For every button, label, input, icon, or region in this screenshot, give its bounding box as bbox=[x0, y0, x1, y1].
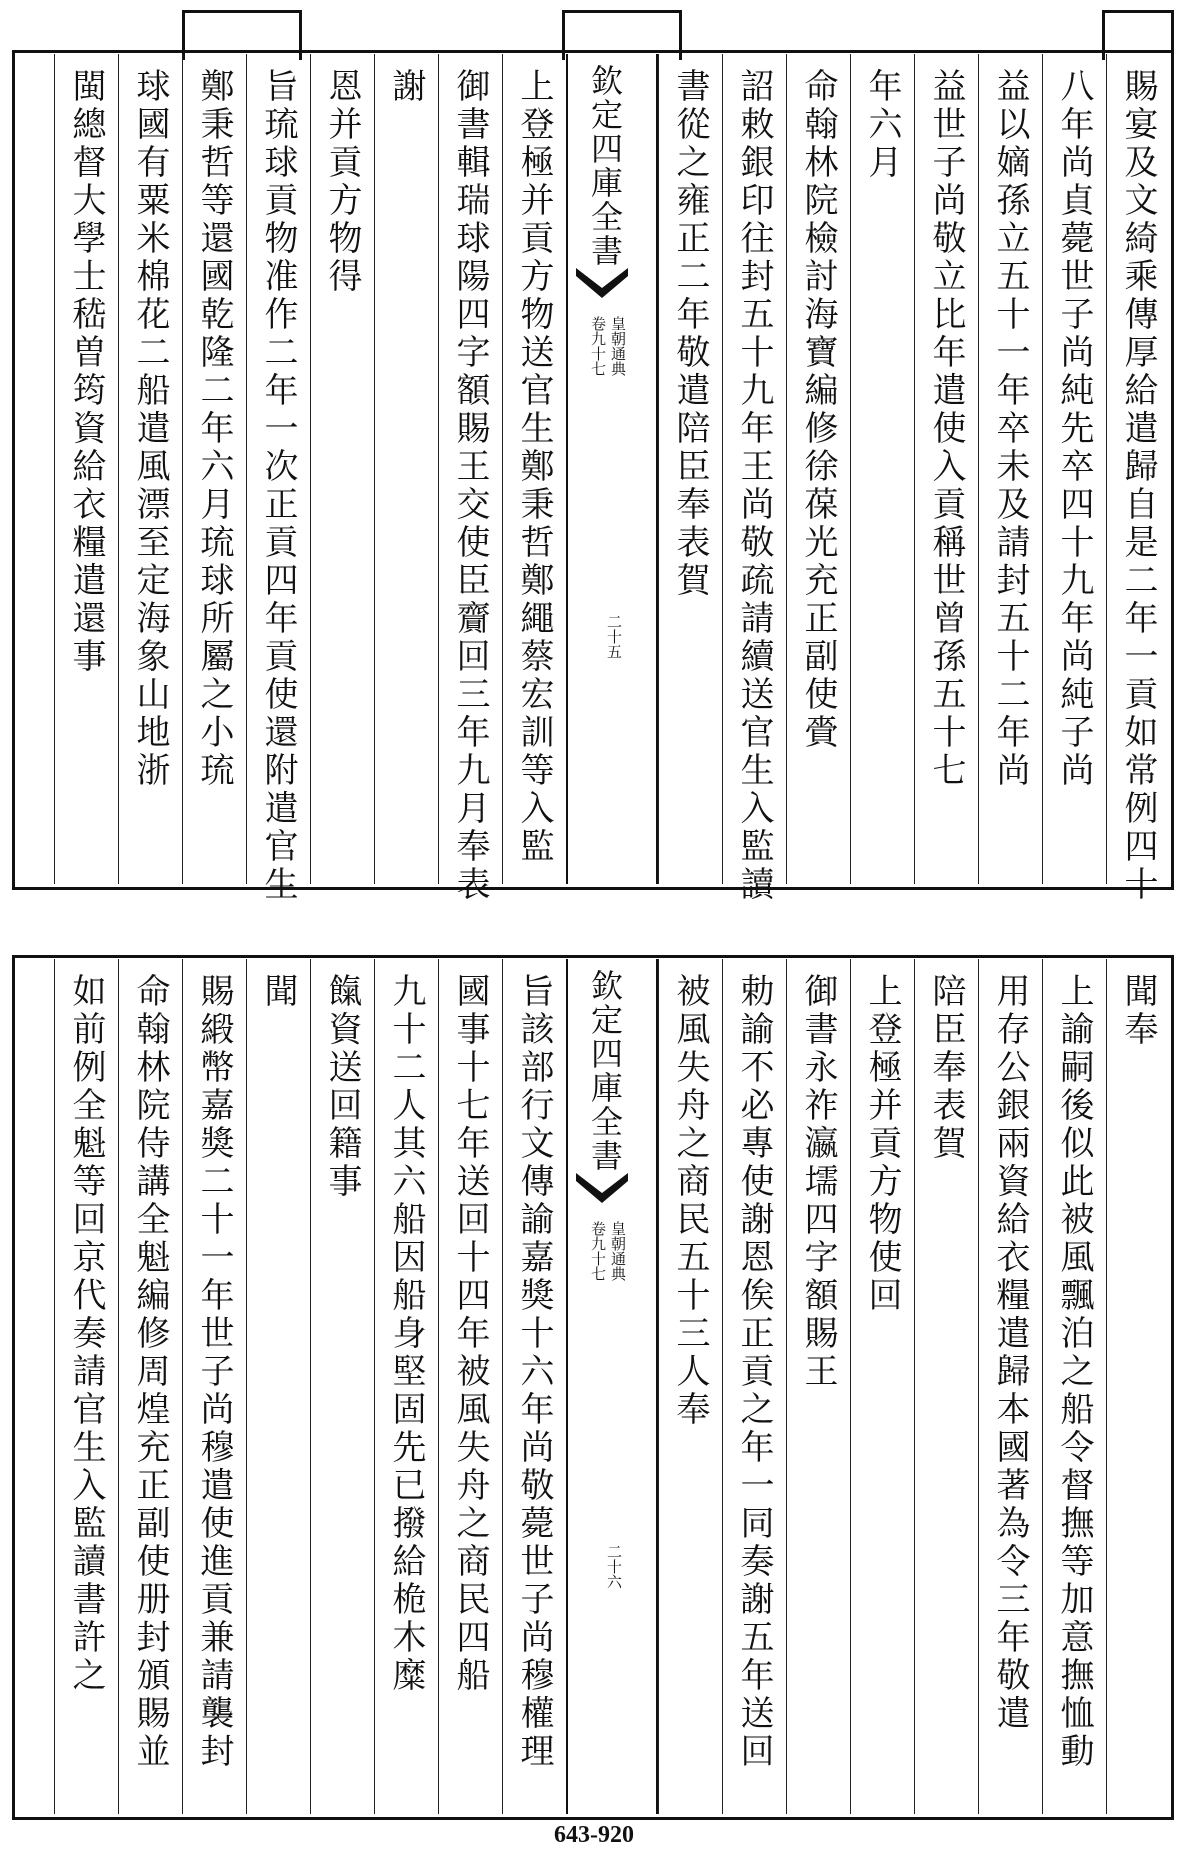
top-column-rule bbox=[118, 54, 119, 884]
bottom-text-column bbox=[658, 973, 722, 1800]
bottom-column-rule bbox=[978, 959, 979, 1814]
bottom-column-rule bbox=[1106, 959, 1107, 1814]
bottom-column-text: 聞 bbox=[258, 973, 298, 1011]
bottom-column-rule bbox=[502, 959, 503, 1814]
top-column-text: 八年尚貞薨世子尚純先卒四十九年尚純子尚 bbox=[1054, 68, 1094, 790]
bottom-column-text: 如前例全魁等回京代奏請官生入監讀書許之 bbox=[66, 973, 106, 1695]
top-column-rule bbox=[850, 54, 851, 884]
top-column-rule bbox=[914, 54, 915, 884]
top-column-rule bbox=[182, 54, 183, 884]
page-number: 643-920 bbox=[554, 1822, 634, 1848]
top-volume-label: 卷九十七 bbox=[589, 316, 607, 376]
bottom-text-column bbox=[914, 973, 978, 1800]
bottom-column-text: 勅諭不必專使謝恩俟正貢之年一同奏謝五年送回 bbox=[734, 973, 774, 1771]
bottom-text-column bbox=[722, 973, 786, 1800]
top-column-text: 旨琉球貢物准作二年一次正貢四年貢使還附遣官生 bbox=[258, 68, 298, 904]
bottom-column-text: 旨該部行文傳諭嘉獎十六年尚敬薨世子尚穆權理 bbox=[514, 973, 554, 1771]
top-column-rule bbox=[978, 54, 979, 884]
top-column-text: 恩并貢方物得 bbox=[322, 68, 362, 296]
top-text-column bbox=[914, 68, 978, 870]
top-text-column bbox=[438, 68, 502, 904]
top-column-text: 年六月 bbox=[862, 68, 902, 182]
top-page bbox=[12, 10, 1174, 904]
bottom-text-column bbox=[54, 973, 118, 1800]
top-column-rule bbox=[658, 54, 659, 884]
top-column-rule bbox=[54, 54, 55, 884]
top-column-text: 賜宴及文綺乘傳厚給遣歸自是二年一貢如常例四十 bbox=[1118, 68, 1158, 904]
bottom-text-column bbox=[786, 973, 850, 1800]
top-leaf-number: 二十五 bbox=[605, 614, 623, 659]
top-column-rule bbox=[722, 54, 723, 884]
bottom-column-rule bbox=[1042, 959, 1043, 1814]
top-text-column bbox=[374, 68, 438, 870]
top-column-text: 閩總督大學士嵇曽筠資給衣糧遣還事 bbox=[66, 68, 106, 676]
bottom-text-column bbox=[246, 973, 310, 1800]
bottom-volume-label: 卷九十七 bbox=[589, 1221, 607, 1281]
bottom-column-rule bbox=[658, 959, 659, 1814]
bottom-column-rule bbox=[722, 959, 723, 1814]
bottom-column-rule bbox=[850, 959, 851, 1814]
bottom-column-text: 餼資送回籍事 bbox=[322, 973, 362, 1201]
bottom-text-column bbox=[502, 973, 566, 1800]
top-text-column bbox=[658, 68, 722, 870]
bottom-column-text: 上登極并貢方物使回 bbox=[862, 973, 902, 1315]
bottom-column-rule bbox=[786, 959, 787, 1814]
bottom-text-column bbox=[1106, 973, 1170, 1800]
top-library-title: 欽定四庫全書 bbox=[586, 64, 624, 268]
bottom-column-rule bbox=[54, 959, 55, 1814]
bottom-column-rule bbox=[182, 959, 183, 1814]
top-text-column bbox=[722, 68, 786, 904]
bottom-column-text: 聞奉 bbox=[1118, 973, 1158, 1049]
top-fishtail-mark-icon bbox=[574, 266, 630, 300]
top-column-rule bbox=[502, 54, 503, 884]
top-column-text: 鄭秉哲等還國乾隆二年六月琉球所屬之小琉 bbox=[194, 68, 234, 790]
bottom-fishtail-mark-icon bbox=[574, 1171, 630, 1205]
bottom-column-rule bbox=[118, 959, 119, 1814]
top-text-column bbox=[850, 68, 914, 870]
top-column-rule bbox=[438, 54, 439, 884]
bottom-column-text: 九十二人其六船因船身堅固先已撥給桅木糜 bbox=[386, 973, 426, 1695]
bottom-text-column bbox=[374, 973, 438, 1800]
bottom-column-rule bbox=[310, 959, 311, 1814]
top-column-text: 命翰林院檢討海寶編修徐葆光充正副使賫 bbox=[798, 68, 838, 752]
top-column-text: 詔敕銀印往封五十九年王尚敬疏請續送官生入監讀 bbox=[734, 68, 774, 904]
bottom-text-column bbox=[850, 973, 914, 1800]
top-text-column bbox=[54, 68, 118, 870]
top-column-text: 書從之雍正二年敬遣陪臣奉表賀 bbox=[670, 68, 710, 600]
bottom-page bbox=[12, 955, 1174, 1820]
top-column-text: 御書輯瑞球陽四字額賜王交使臣齎回三年九月奉表 bbox=[450, 68, 490, 904]
bottom-text-column bbox=[310, 973, 374, 1800]
top-column-text: 益以嫡孫立五十一年卒未及請封五十二年尚 bbox=[990, 68, 1030, 790]
bottom-column-text: 賜緞幣嘉獎二十一年世子尚穆遣使進貢兼請襲封 bbox=[194, 973, 234, 1771]
top-column-text: 球國有粟米棉花二船遣風漂至定海象山地浙 bbox=[130, 68, 170, 790]
bottom-leaf-number: 二十六 bbox=[605, 1544, 623, 1589]
top-column-text: 謝 bbox=[386, 68, 426, 106]
bottom-column-rule bbox=[438, 959, 439, 1814]
bottom-text-column bbox=[118, 973, 182, 1800]
top-column-rule bbox=[374, 54, 375, 884]
bottom-column-rule bbox=[374, 959, 375, 1814]
bottom-text-column bbox=[1042, 973, 1106, 1800]
top-column-rule bbox=[246, 54, 247, 884]
top-column-rule bbox=[786, 54, 787, 884]
bottom-library-title: 欽定四庫全書 bbox=[586, 969, 624, 1173]
bottom-text-column bbox=[978, 973, 1042, 1800]
bottom-text-column bbox=[438, 973, 502, 1800]
bottom-text-column bbox=[182, 973, 246, 1800]
bottom-column-text: 上諭嗣後似此被風飄泊之船令督撫等加意撫恤動 bbox=[1054, 973, 1094, 1771]
top-column-rule bbox=[1042, 54, 1043, 884]
top-text-column bbox=[1042, 68, 1106, 870]
bottom-column-text: 用存公銀兩資給衣糧遣歸本國著為令三年敬遣 bbox=[990, 973, 1030, 1733]
bottom-column-rule bbox=[246, 959, 247, 1814]
top-text-column bbox=[502, 68, 566, 870]
bottom-book-title: 皇朝通典 bbox=[609, 1221, 627, 1281]
top-column-text: 益世子尚敬立比年遣使入貢稱世曾孫五十七 bbox=[926, 68, 966, 790]
top-column-text: 上登極并貢方物送官生鄭秉哲鄭繩蔡宏訓等入監 bbox=[514, 68, 554, 866]
bottom-column-text: 御書永祚瀛壖四字額賜王 bbox=[798, 973, 838, 1391]
top-book-title: 皇朝通典 bbox=[609, 316, 627, 376]
bottom-center-fold bbox=[566, 959, 658, 1814]
top-text-column bbox=[978, 68, 1042, 870]
top-text-column bbox=[310, 68, 374, 870]
top-text-column bbox=[246, 68, 310, 904]
top-text-column bbox=[118, 68, 182, 870]
top-text-column bbox=[786, 68, 850, 870]
top-column-rule bbox=[1106, 54, 1107, 884]
bottom-column-rule bbox=[914, 959, 915, 1814]
bottom-column-text: 國事十七年送回十四年被風失舟之商民四船 bbox=[450, 973, 490, 1695]
top-center-fold bbox=[566, 54, 658, 884]
top-text-column bbox=[182, 68, 246, 870]
top-text-column bbox=[1106, 68, 1170, 904]
bottom-column-text: 陪臣奉表賀 bbox=[926, 973, 966, 1163]
top-column-rule bbox=[310, 54, 311, 884]
bottom-column-text: 命翰林院侍講全魁編修周煌充正副使册封頒賜並 bbox=[130, 973, 170, 1771]
bottom-column-text: 被風失舟之商民五十三人奉 bbox=[670, 973, 710, 1429]
